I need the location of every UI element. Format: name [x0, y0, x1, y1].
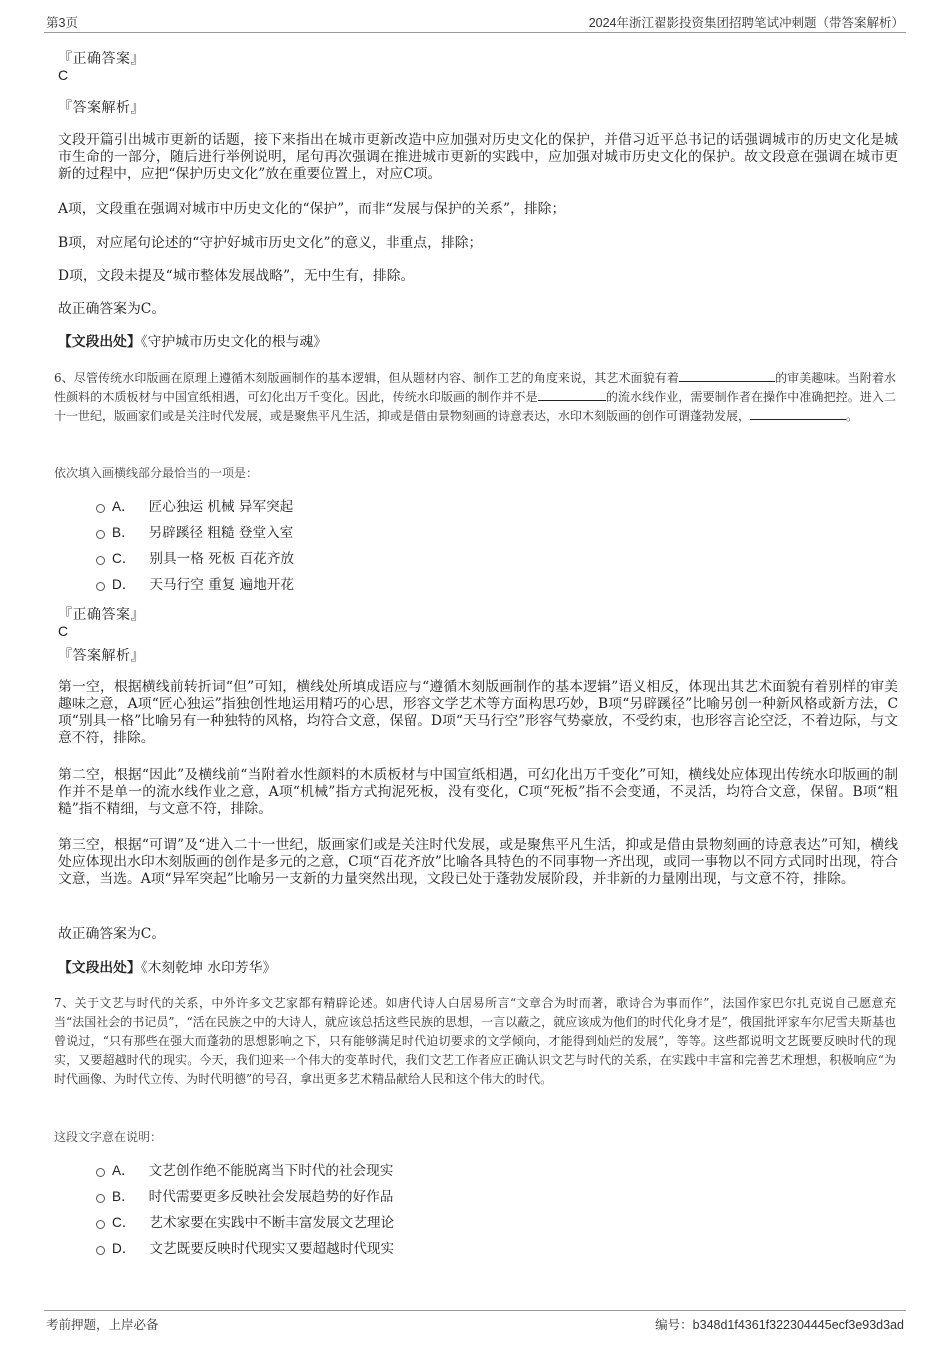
q6-prompt: 依次填入画横线部分最恰当的一项是：	[54, 466, 259, 480]
page-footer	[44, 1310, 906, 1335]
footer-slogan: 考前押题，上岸必备	[46, 1318, 159, 1332]
q5-analysis-paragraph: D项，文段未提及“城市整体发展战略”，无中生有，排除。	[58, 268, 415, 284]
q7-option-c[interactable]: C． 艺术家要在实践中不断丰富发展文艺理论	[96, 1213, 394, 1233]
q6-stem: 6、尽管传统水印版画在原理上遵循木刻版画制作的基本逻辑，但从题材内容、制作工艺的角度来说，其艺术面貌有着 的审美趣味。当附着水性颜料的木质板材与中国宣纸相遇，可幻化出万千变化。因此，传统水印版画的制作并不是 的流水线作业，需要制作者在操作中准确把控。进入二十一世纪，版画家们或是关注时代发展，或是聚焦平凡生活，抑或是借由景物刻画的诗意表达，水印木刻版画的创作可谓蓬勃发展， 。	[54, 371, 896, 423]
q7-option-a[interactable]: A． 文艺创作绝不能脱离当下时代的社会现实	[96, 1161, 393, 1181]
blank-line	[679, 370, 775, 382]
q6-analysis-paragraph: 故正确答案为C。	[58, 926, 166, 942]
page-number: 第3页	[46, 16, 78, 30]
q6-option-b[interactable]: B． 另辟蹊径 粗糙 登堂入室	[96, 523, 293, 543]
q6-analysis-paragraph: 第一空，根据横线前转折词“但”可知，横线处所填成语应与“遵循木刻版画制作的基本逻辑”语义相反，体现出其艺术面貌有着别样的审美趣味之意，A项“匠心独运”指独创性地运用精巧的心思，形容文学艺术等方面构思巧妙，B项“另辟蹊径”比喻另创一种新风格或新方法，C项“别具一格”比喻另有一种独特的风格，均符合文意，保留。D项“天马行空”形容气势豪放，不受约束，也形容言论空泛，不着边际，与文意不符，排除。	[58, 679, 898, 746]
q5-source-label: 【文段出处】	[58, 334, 141, 350]
q6-answer-label: 『正确答案』	[58, 607, 145, 623]
blank-line	[750, 408, 846, 420]
q6-source	[58, 960, 898, 977]
q6-option-c[interactable]: C． 别具一格 死板 百花齐放	[96, 549, 294, 569]
radio-icon[interactable]	[96, 530, 105, 539]
document-title: 2024年浙江翟影投资集团招聘笔试冲刺题（带答案解析）	[588, 16, 904, 30]
q5-source-title: 《守护城市历史文化的根与魂》	[140, 334, 328, 350]
radio-icon[interactable]	[96, 1194, 105, 1203]
radio-icon[interactable]	[96, 1246, 105, 1255]
q6-option-d[interactable]: D． 天马行空 重复 遍地开花	[96, 575, 294, 595]
blank-line	[538, 389, 606, 401]
document-id: 编号：b348d1f4361f322304445ecf3e93d3ad	[655, 1318, 904, 1332]
radio-icon[interactable]	[96, 1220, 105, 1229]
q7-prompt: 这段文字意在说明：	[54, 1130, 163, 1144]
radio-icon[interactable]	[96, 1168, 105, 1177]
page-header	[44, 10, 906, 33]
q5-source	[58, 334, 898, 351]
radio-icon[interactable]	[96, 556, 105, 565]
q5-answer: C	[58, 67, 69, 83]
q5-analysis-paragraph: B项，对应尾句论述的“守护好城市历史文化”的意义，非重点，排除；	[58, 235, 483, 251]
q5-analysis-paragraph: 故正确答案为C。	[58, 301, 166, 317]
q6-analysis-label: 『答案解析』	[58, 648, 145, 664]
q6-option-a[interactable]: A． 匠心独运 机械 异军突起	[96, 497, 293, 517]
q6-source-label: 【文段出处】	[58, 960, 141, 976]
radio-icon[interactable]	[96, 582, 105, 591]
q7-option-d[interactable]: D． 文艺既要反映时代现实又要超越时代现实	[96, 1239, 394, 1259]
q5-analysis-paragraph: A项，文段重在强调对城市中历史文化的“保护”，而非“发展与保护的关系”，排除；	[58, 201, 566, 217]
q6-answer: C	[58, 623, 69, 639]
q6-analysis-paragraph: 第三空，根据“可谓”及“进入二十一世纪，版画家们或是关注时代发展，或是聚焦平凡生活，抑或是借由景物刻画的诗意表达”可知，横线处应体现出水印木刻版画的创作是多元的之意，C项“百花齐放”比喻各具特色的不同事物一齐出现，或同一事物以不同方式同时出现，符合文意，当选。A项“异军突起”比喻另一支新的力量突然出现，文段已处于蓬勃发展阶段，并非新的力量刚出现，与文意不符，排除。	[58, 837, 898, 887]
q7-stem: 7、关于文艺与时代的关系，中外许多文艺家都有精辟论述。如唐代诗人白居易所言“文章合为时而著，歌诗合为事而作”，法国作家巴尔扎克说自己愿意充当“法国社会的书记员”，“活在民族之中的大诗人，就应该总括这些民族的思想，一言以蔽之，就应该成为他们的时代化身才是”，俄国批评家车尔尼雪夫斯基也曾说过，“只有那些在强大而蓬勃的思想影响之下，只有能够满足时代迫切要求的文学倾向，才能得到灿烂的发展”，等等。这些都说明文艺既要反映时代的现实，又要超越时代的现实。今天，我们迎来一个伟大的变革时代，我们文艺工作者应正确认识文艺与时代的关系，在实践中丰富和完善艺术理想，积极响应“为时代画像、为时代立传、为时代明德”的号召，拿出更多艺术精品献给人民和这个伟大的时代。	[54, 996, 896, 1086]
q7-option-b[interactable]: B． 时代需要更多反映社会发展趋势的好作品	[96, 1187, 393, 1207]
q6-analysis-paragraph: 第二空，根据“因此”及横线前“当附着水性颜料的木质板材与中国宣纸相遇，可幻化出万千变化”可知，横线处应体现出传统水印版画的制作并不是单一的流水线作业之意，A项“机械”指方式拘泥死板，没有变化，C项“死板”指不会变通，不灵活，均符合文意，保留。B项“粗糙”指不精细，与文意不符，排除。	[58, 767, 898, 817]
q6-source-title: 《木刻乾坤 水印芳华》	[140, 960, 277, 976]
q5-analysis-label: 『答案解析』	[58, 100, 145, 116]
q5-analysis-paragraph: 文段开篇引出城市更新的话题，接下来指出在城市更新改造中应加强对历史文化的保护，并借习近平总书记的话强调城市的历史文化是城市生命的一部分，随后进行举例说明，尾句再次强调在推进城市更新的实践中，应加强对城市历史文化的保护。故文段意在强调在城市更新的过程中，应把“保护历史文化”放在重要位置上，对应C项。	[58, 132, 898, 182]
q5-answer-label: 『正确答案』	[58, 51, 145, 67]
radio-icon[interactable]	[96, 504, 105, 513]
